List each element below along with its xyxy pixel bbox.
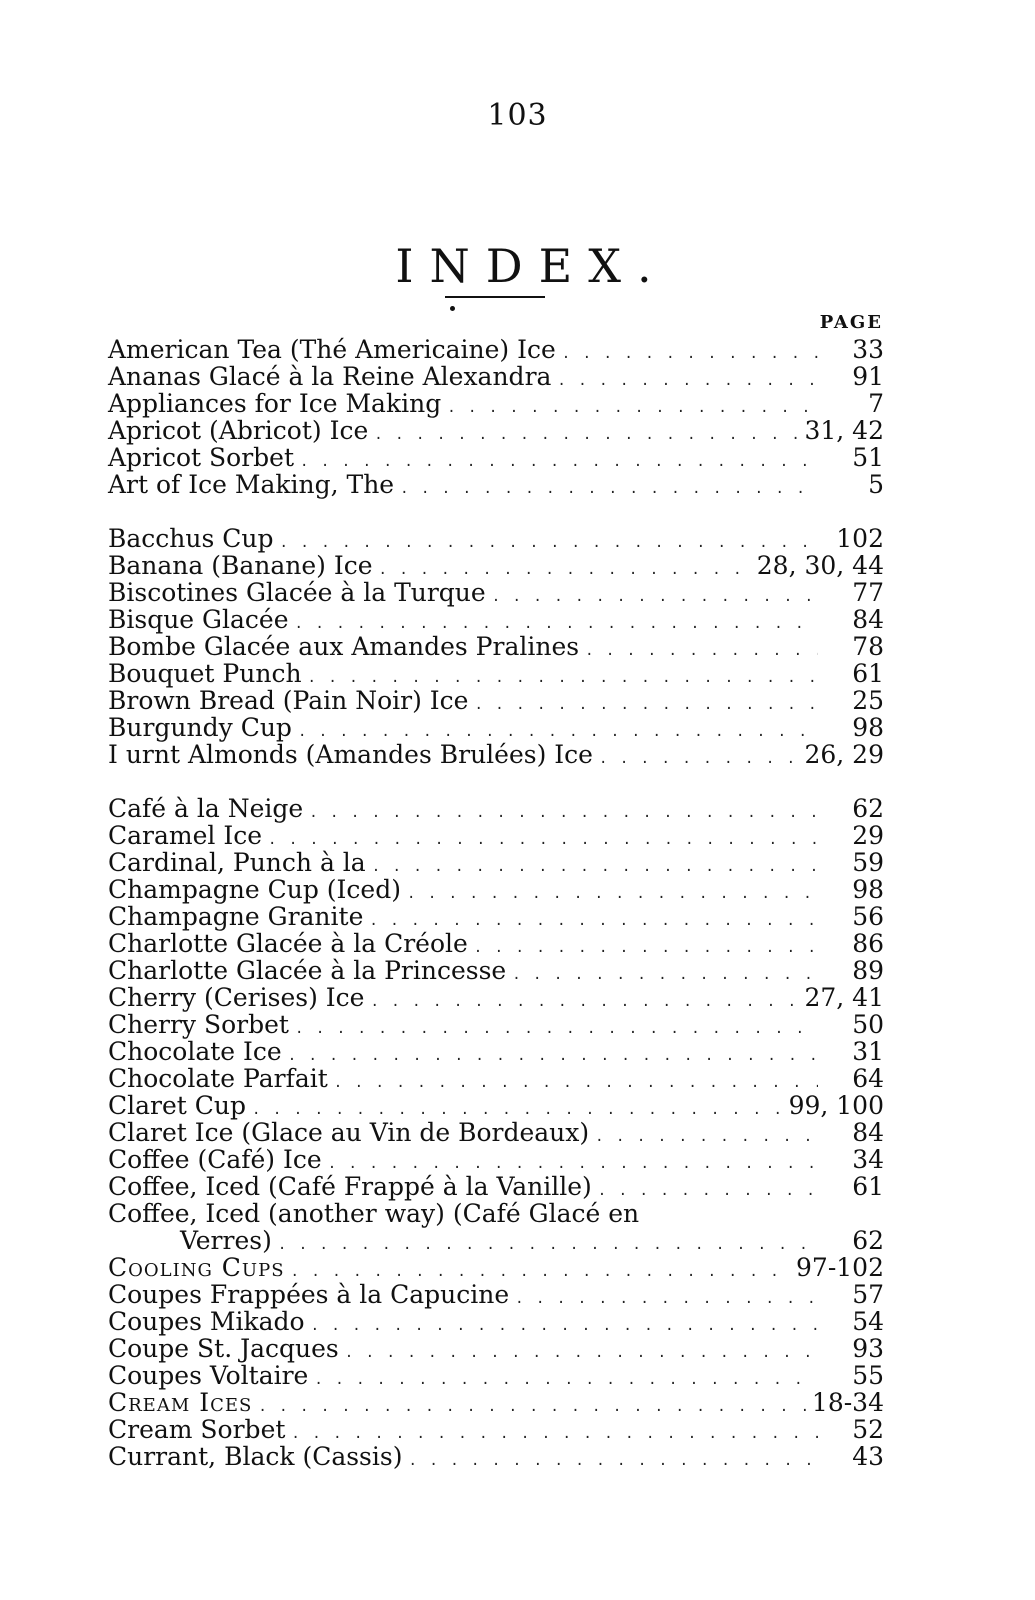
index-entry bbox=[108, 822, 884, 849]
index-entry bbox=[108, 714, 884, 741]
dot-leader bbox=[515, 1286, 818, 1313]
entry-page-number: 54 bbox=[852, 1307, 884, 1336]
entry-page-number: 31, 42 bbox=[804, 416, 884, 445]
entry-name: Coupes Frappées à la Capucine bbox=[108, 1280, 510, 1309]
entry-page-number: 31 bbox=[852, 1037, 884, 1066]
entry-name: Burgundy Cup bbox=[108, 713, 292, 742]
entry-page-number: 51 bbox=[852, 443, 884, 472]
dot-leader bbox=[474, 935, 818, 962]
dot-leader bbox=[278, 1232, 818, 1259]
entry-name: Chocolate Ice bbox=[108, 1037, 282, 1066]
index-entry bbox=[108, 552, 884, 579]
entry-name: Cooling Cups bbox=[108, 1253, 285, 1282]
index-entry bbox=[108, 876, 884, 903]
dot-leader bbox=[334, 1070, 818, 1097]
entry-name: Cherry Sorbet bbox=[108, 1010, 289, 1039]
title-rule bbox=[445, 296, 545, 298]
entry-name: Biscotines Glacée à la Turque bbox=[108, 578, 486, 607]
entry-page-number: 86 bbox=[852, 929, 884, 958]
index-entry bbox=[108, 1443, 884, 1470]
entry-name: Champagne Cup (Iced) bbox=[108, 875, 401, 904]
index-entry bbox=[108, 471, 884, 498]
dot-leader bbox=[374, 422, 798, 449]
entry-page-number: 28, 30, 44 bbox=[756, 551, 884, 580]
index-entry bbox=[108, 1173, 884, 1200]
index-entry bbox=[108, 363, 884, 390]
index-entry bbox=[108, 660, 884, 687]
index-entry bbox=[108, 741, 884, 768]
entry-name: Charlotte Glacée à la Créole bbox=[108, 929, 468, 958]
entry-name: Verres) bbox=[180, 1226, 272, 1255]
dot-leader bbox=[345, 1340, 818, 1367]
dot-leader bbox=[447, 395, 818, 422]
entry-name: Bisque Glacée bbox=[108, 605, 289, 634]
dot-leader bbox=[595, 1124, 818, 1151]
entry-page-number: 57 bbox=[852, 1280, 884, 1309]
entry-name: Coffee (Café) Ice bbox=[108, 1145, 322, 1174]
entry-page-number: 93 bbox=[852, 1334, 884, 1363]
entry-page-number: 84 bbox=[852, 1118, 884, 1147]
entry-name: Bombe Glacée aux Amandes Pralines bbox=[108, 632, 580, 661]
entry-page-number: 84 bbox=[852, 605, 884, 634]
entry-name: American Tea (Thé Americaine) Ice bbox=[108, 335, 556, 364]
index-entry bbox=[108, 579, 884, 606]
entry-name: Ananas Glacé à la Reine Alexandra bbox=[108, 362, 552, 391]
entry-name: Cardinal, Punch à la bbox=[108, 848, 366, 877]
entry-name: Art of Ice Making, The bbox=[108, 470, 395, 499]
entry-page-number: 62 bbox=[852, 794, 884, 823]
index-entry bbox=[108, 1011, 884, 1038]
entry-page-number: 25 bbox=[852, 686, 884, 715]
index-entry bbox=[108, 1335, 884, 1362]
entry-name: Cream Ices bbox=[108, 1388, 253, 1417]
index-entry bbox=[108, 795, 884, 822]
entry-name: Coupes Mikado bbox=[108, 1307, 305, 1336]
entry-name: Bacchus Cup bbox=[108, 524, 274, 553]
dot-leader bbox=[408, 1448, 818, 1475]
entry-page-number: 61 bbox=[852, 1172, 884, 1201]
entry-name: Champagne Granite bbox=[108, 902, 364, 931]
dot-leader bbox=[370, 989, 798, 1016]
dot-leader bbox=[311, 1313, 818, 1340]
index-entry bbox=[108, 1281, 884, 1308]
index-entry bbox=[108, 984, 884, 1011]
entry-name: Bouquet Punch bbox=[108, 659, 302, 688]
index-entry bbox=[108, 1362, 884, 1389]
entry-page-number: 102 bbox=[836, 524, 884, 553]
dot-leader bbox=[492, 584, 818, 611]
entry-name: Claret Ice (Glace au Vin de Bordeaux) bbox=[108, 1118, 590, 1147]
dot-leader bbox=[258, 1394, 806, 1421]
index-entry bbox=[108, 1065, 884, 1092]
entry-name: Caramel Ice bbox=[108, 821, 263, 850]
index-entry bbox=[108, 1308, 884, 1335]
dot-leader bbox=[474, 692, 818, 719]
index-entry bbox=[108, 1146, 884, 1173]
dot-leader bbox=[295, 1016, 818, 1043]
entry-page-number: 29 bbox=[852, 821, 884, 850]
entry-name: Coffee, Iced (Café Frappé à la Vanille) bbox=[108, 1172, 592, 1201]
index-entries bbox=[108, 336, 884, 1470]
page-number: 103 bbox=[487, 98, 548, 133]
entry-page-number: 61 bbox=[852, 659, 884, 688]
dot-leader bbox=[599, 746, 799, 773]
entry-name: Appliances for Ice Making bbox=[108, 389, 442, 418]
index-entry bbox=[108, 417, 884, 444]
index-entry bbox=[108, 525, 884, 552]
entry-page-number: 18-34 bbox=[811, 1388, 884, 1417]
index-entry bbox=[108, 1038, 884, 1065]
entry-name: Café à la Neige bbox=[108, 794, 304, 823]
entry-name: I urnt Almonds (Amandes Brulées) Ice bbox=[108, 740, 593, 769]
entry-page-number: 98 bbox=[852, 713, 884, 742]
entry-page-number: 27, 41 bbox=[804, 983, 884, 1012]
dot-leader bbox=[314, 1367, 818, 1394]
entry-name: Coupes Voltaire bbox=[108, 1361, 309, 1390]
dot-leader bbox=[407, 881, 818, 908]
entry-page-number: 7 bbox=[868, 389, 884, 418]
entry-page-number: 59 bbox=[852, 848, 884, 877]
index-entry bbox=[108, 336, 884, 363]
index-entry bbox=[108, 1092, 884, 1119]
index-entry bbox=[108, 849, 884, 876]
entry-name: Chocolate Parfait bbox=[108, 1064, 328, 1093]
entry-name: Coupe St. Jacques bbox=[108, 1334, 339, 1363]
title-dot bbox=[450, 306, 455, 311]
entry-name: Brown Bread (Pain Noir) Ice bbox=[108, 686, 469, 715]
entry-page-number: 5 bbox=[868, 470, 884, 499]
dot-leader bbox=[400, 476, 818, 503]
entry-name: Claret Cup bbox=[108, 1091, 247, 1120]
dot-leader bbox=[309, 800, 818, 827]
entry-page-number: 91 bbox=[852, 362, 884, 391]
index-entry bbox=[108, 930, 884, 957]
entry-page-number: 78 bbox=[852, 632, 884, 661]
index-entry bbox=[108, 1119, 884, 1146]
index-entry bbox=[108, 1254, 884, 1281]
index-entry bbox=[108, 1389, 884, 1416]
entry-name: Apricot (Abricot) Ice bbox=[108, 416, 369, 445]
entry-page-number: 52 bbox=[852, 1415, 884, 1444]
entry-page-number: 89 bbox=[852, 956, 884, 985]
entry-page-number: 97-102 bbox=[796, 1253, 884, 1282]
dot-leader bbox=[585, 638, 818, 665]
dot-leader bbox=[288, 1043, 818, 1070]
dot-leader bbox=[512, 962, 818, 989]
entry-name: Cherry (Cerises) Ice bbox=[108, 983, 365, 1012]
index-entry bbox=[108, 903, 884, 930]
dot-leader bbox=[557, 368, 818, 395]
entry-page-number: 62 bbox=[852, 1226, 884, 1255]
index-title: INDEX. bbox=[395, 238, 668, 293]
index-entry bbox=[108, 444, 884, 471]
entry-page-number: 50 bbox=[852, 1010, 884, 1039]
entry-page-number: 34 bbox=[852, 1145, 884, 1174]
entry-name: Apricot Sorbet bbox=[108, 443, 295, 472]
entry-name: Cream Sorbet bbox=[108, 1415, 286, 1444]
entry-page-number: 98 bbox=[852, 875, 884, 904]
entry-page-number: 33 bbox=[852, 335, 884, 364]
index-entry bbox=[108, 1227, 884, 1254]
entry-page-number: 43 bbox=[852, 1442, 884, 1471]
dot-leader bbox=[372, 854, 818, 881]
entry-page-number: 64 bbox=[852, 1064, 884, 1093]
entry-page-number: 56 bbox=[852, 902, 884, 931]
entry-page-number: 99, 100 bbox=[788, 1091, 884, 1120]
index-entry bbox=[108, 687, 884, 714]
index-entry bbox=[108, 957, 884, 984]
entry-name: Banana (Banane) Ice bbox=[108, 551, 373, 580]
index-entry bbox=[108, 390, 884, 417]
page-column-header: PAGE bbox=[819, 312, 883, 333]
entry-name: Coffee, Iced (another way) (Café Glacé en bbox=[108, 1199, 640, 1228]
index-entry bbox=[108, 606, 884, 633]
index-entry bbox=[108, 633, 884, 660]
entry-page-number: 77 bbox=[852, 578, 884, 607]
index-entry bbox=[108, 1416, 884, 1443]
entry-name: Charlotte Glacée à la Princesse bbox=[108, 956, 507, 985]
entry-name: Currant, Black (Cassis) bbox=[108, 1442, 403, 1471]
dot-leader bbox=[562, 341, 818, 368]
entry-page-number: 26, 29 bbox=[804, 740, 884, 769]
entry-page-number: 55 bbox=[852, 1361, 884, 1390]
